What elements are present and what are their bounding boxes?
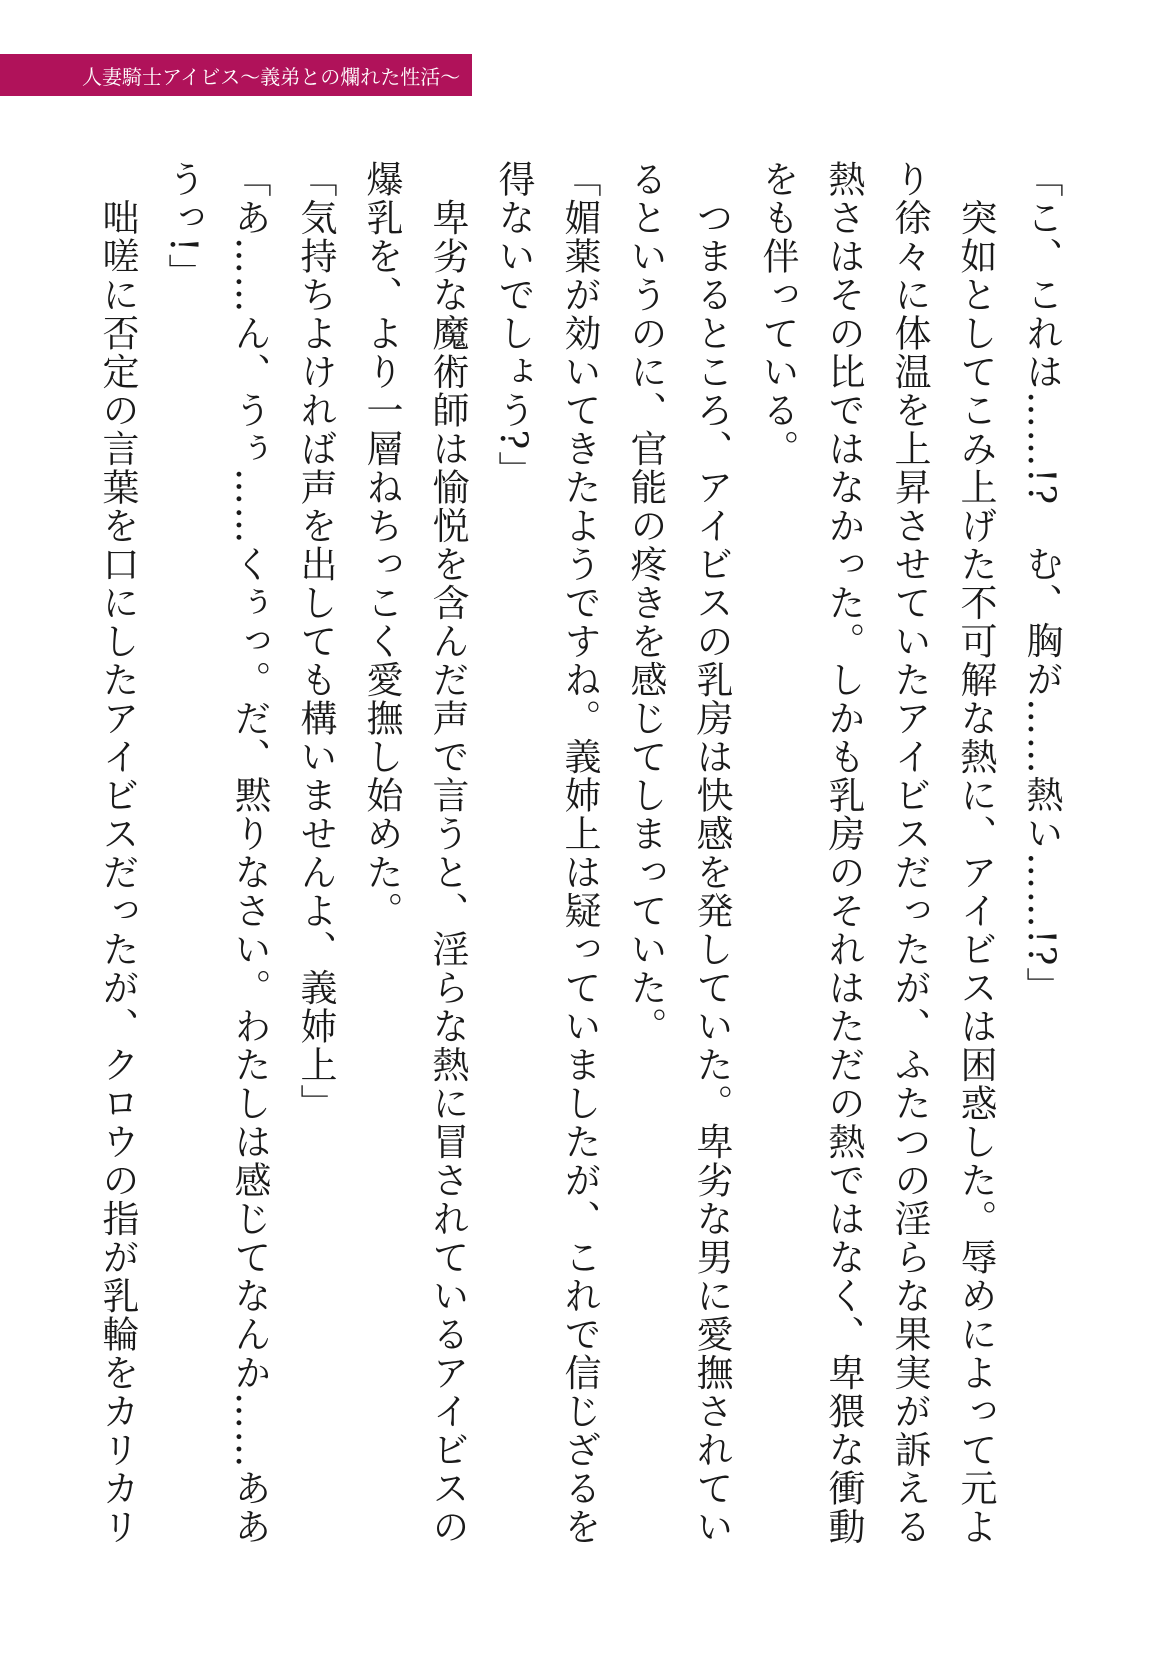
text-line: つまるところ、アイビスの乳房は快感を発していた。卑劣な男に愛撫されてい	[690, 160, 733, 1546]
text-line: 「こ、これは……!? む、胸が……熱い……!?」	[1020, 160, 1063, 1006]
text-line: 得ないでしょう?」	[492, 160, 535, 490]
text-line: 突如としてこみ上げた不可解な熱に、アイビスは困惑した。辱めによって元よ	[954, 160, 997, 1546]
text-line: 爆乳を、より一層ねちっこく愛撫し始めた。	[360, 160, 403, 930]
text-line: 熱さはその比ではなかった。しかも乳房のそれはただの熱ではなく、卑猥な衝動	[822, 160, 865, 1546]
text-line: 「あ……ん、うぅ……くぅっ。だ、黙りなさい。わたしは感じてなんか……ああ	[228, 160, 271, 1546]
text-line: り徐々に体温を上昇させていたアイビスだったが、ふたつの淫らな果実が訴える	[888, 160, 931, 1546]
text-line: 「媚薬が効いてきたようですね。義姉上は疑っていましたが、これで信じざるを	[558, 160, 601, 1546]
text-line: 卑劣な魔術師は愉悦を含んだ声で言うと、淫らな熱に冒されているアイビスの	[426, 160, 469, 1546]
text-line: うっ!」	[162, 160, 205, 292]
text-line: をも伴っている。	[756, 160, 799, 468]
text-line: 「気持ちよければ声を出しても構いませんよ、義姉上」	[294, 160, 337, 1123]
vertical-text-body	[84, 160, 1074, 1630]
header-band	[0, 54, 472, 96]
running-header-title: 人妻騎士アイビス〜義弟との爛れた性活〜	[82, 64, 461, 89]
text-line: るというのに、官能の疼きを感じてしまっていた。	[624, 160, 667, 1046]
text-line: 咄嗟に否定の言葉を口にしたアイビスだったが、クロウの指が乳輪をカリカリ	[96, 160, 139, 1546]
